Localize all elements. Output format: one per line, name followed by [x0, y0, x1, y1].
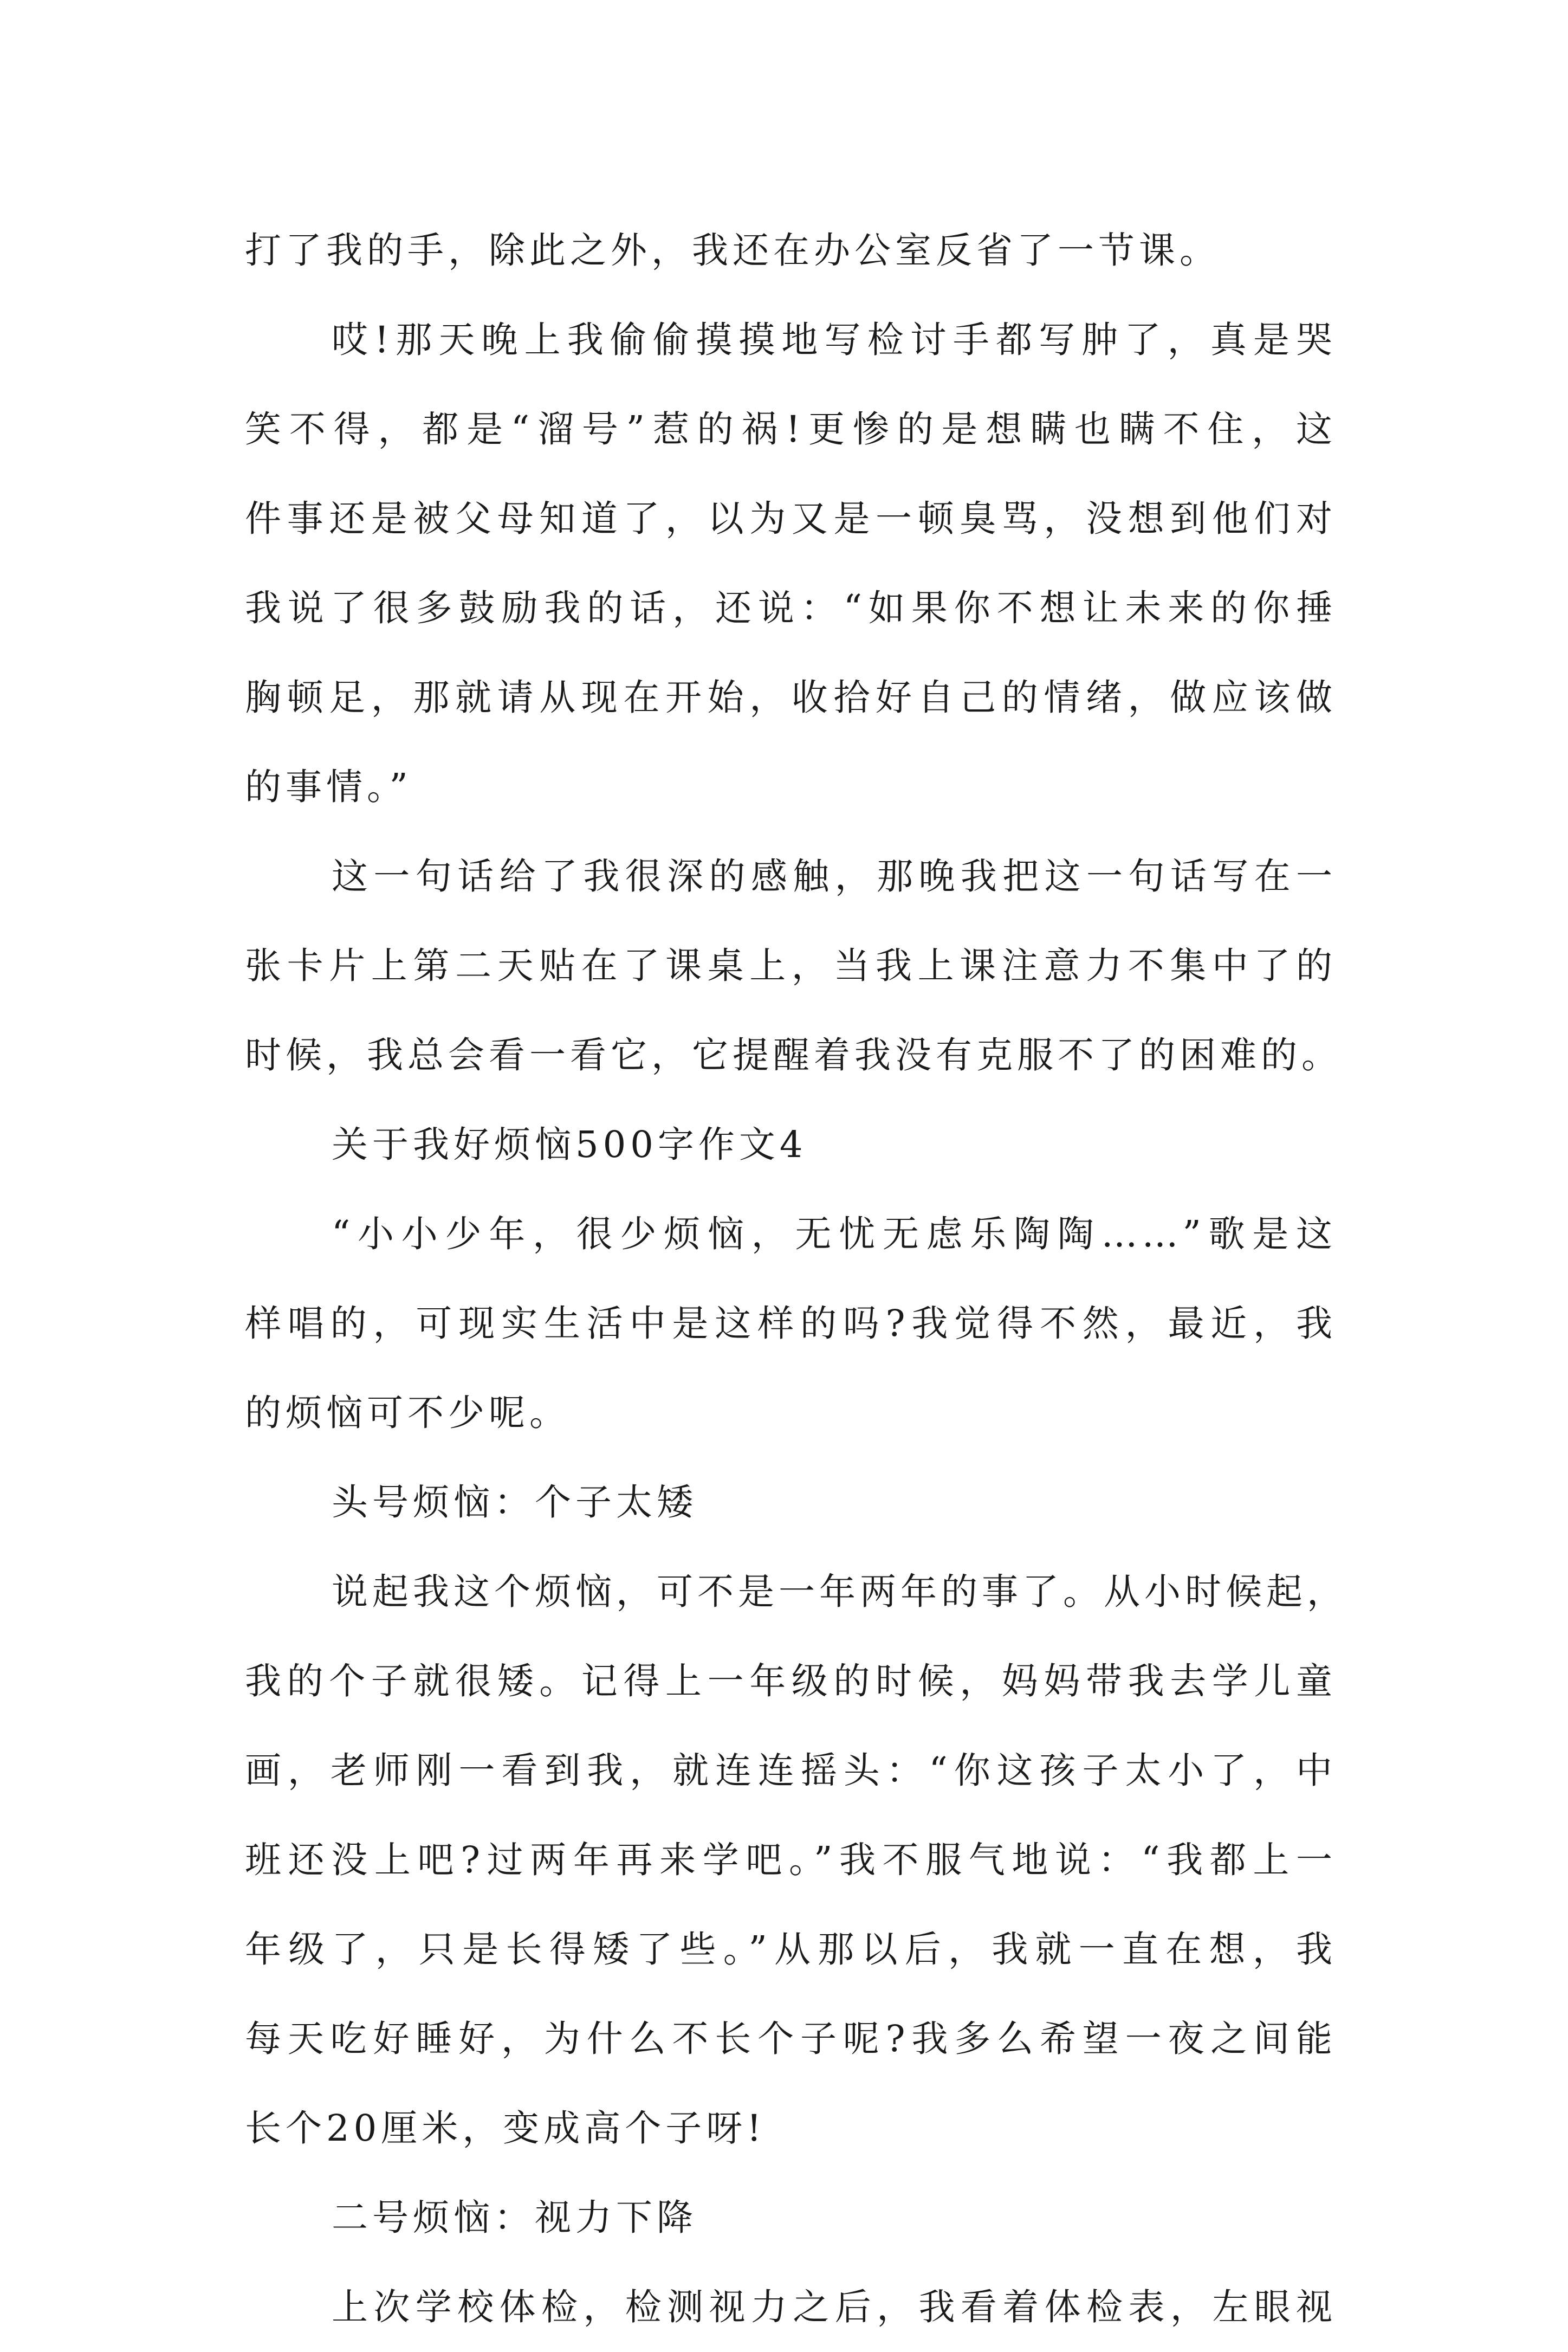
text-line: 这一句话给了我很深的感触，那晚我把这一句话写在一: [332, 855, 1337, 897]
text-line: 哎!那天晚上我偷偷摸摸地写检讨手都写肿了，真是哭: [332, 319, 1337, 361]
text-line: 笑不得，都是“溜号”惹的祸!更惨的是想瞒也瞒不住，这: [245, 408, 1337, 450]
text-line: 胸顿足，那就请从现在开始，收拾好自己的情绪，做应该做: [245, 676, 1337, 719]
text-line: 我的个子就很矮。记得上一年级的时候，妈妈带我去学儿童: [245, 1660, 1337, 1702]
text-line: 我说了很多鼓励我的话，还说：“如果你不想让未来的你捶: [245, 587, 1337, 629]
text-line: 样唱的，可现实生活中是这样的吗?我觉得不然，最近，我: [245, 1302, 1337, 1345]
text-line: 班还没上吧?过两年再来学吧。”我不服气地说：“我都上一: [245, 1839, 1337, 1881]
text-line: 的事情。”: [245, 766, 412, 808]
text-line: 的烦恼可不少呢。: [245, 1392, 570, 1434]
text-line: 画，老师刚一看到我，就连连摇头：“你这孩子太小了，中: [245, 1749, 1337, 1792]
text-line: 上次学校体检，检测视力之后，我看着体检表，左眼视: [332, 2286, 1337, 2328]
document-body: [245, 206, 1347, 2352]
text-line: 二号烦恼：视力下降: [332, 2196, 697, 2239]
text-line: 长个20厘米，变成高个子呀!: [245, 2107, 766, 2149]
text-line: 张卡片上第二天贴在了课桌上，当我上课注意力不集中了的: [245, 945, 1337, 987]
text-line: 打了我的手，除此之外，我还在办公室反省了一节课。: [245, 229, 1220, 272]
text-line: 关于我好烦恼500字作文4: [332, 1123, 807, 1166]
text-line: “小小少年，很少烦恼，无忧无虑乐陶陶……”歌是这: [332, 1213, 1337, 1255]
text-line: 头号烦恼：个子太矮: [332, 1481, 697, 1523]
text-line: 每天吃好睡好，为什么不长个子呢?我多么希望一夜之间能: [245, 2018, 1337, 2060]
text-line: 件事还是被父母知道了，以为又是一顿臭骂，没想到他们对: [245, 497, 1337, 540]
text-line: 时候，我总会看一看它，它提醒着我没有克服不了的困难的。: [245, 1034, 1342, 1076]
text-line: 年级了，只是长得矮了些。”从那以后，我就一直在想，我: [245, 1928, 1337, 1970]
text-line: 说起我这个烦恼，可不是一年两年的事了。从小时候起，: [332, 1571, 1347, 1613]
